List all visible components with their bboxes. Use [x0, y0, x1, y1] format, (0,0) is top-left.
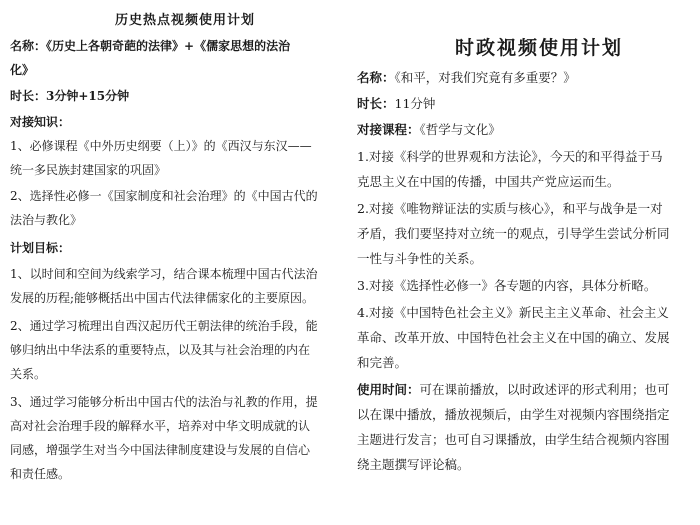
left-name-value-cont: 化》: [10, 63, 35, 77]
right-usage-cont3: 绕主题撰写评论稿。: [357, 457, 470, 472]
right-item-2-cont2: 一性与斗争性的关系。: [357, 251, 483, 266]
left-name-label: 名称：: [10, 39, 47, 53]
left-goal-3: 3、通过学习能够分析出中国古代的法治与礼教的作用，提: [10, 395, 318, 409]
left-name-value: 《历史上各朝奇葩的法律》+《儒家思想的法治: [46, 39, 291, 53]
left-knowledge-2-cont: 法治与教化》: [10, 213, 83, 227]
left-goal-3-cont2: 同感，增强学生对当今中国法律制度建设与发展的自信心: [10, 443, 311, 457]
right-item-1: 1.对接《科学的世界观和方法论》，今天的和平得益于马: [357, 149, 663, 164]
right-item-4-cont2: 和完善。: [357, 355, 408, 370]
right-usage-row: [357, 382, 670, 398]
left-duration-label: 时长：: [10, 89, 47, 103]
left-goal-1-cont: 发展的历程;能够概括出中国古代法律儒家化的主要原因。: [10, 291, 315, 305]
left-knowledge-heading: 对接知识：: [10, 115, 71, 129]
right-doc-title: 时政视频使用计划: [455, 37, 624, 59]
right-item-1-cont: 克思主义在中国的传播，中国共产党应运而生。: [357, 174, 620, 189]
right-usage-cont: 以在课中播放，播放视频后，由学生对视频内容围绕指定: [357, 407, 670, 422]
right-item-4-cont: 革命、改革开放、中国特色社会主义在中国的确立、发展: [357, 330, 670, 345]
left-goals-heading: 计划目标：: [10, 241, 71, 255]
right-course-row: [357, 122, 501, 138]
left-knowledge-2: 2、选择性必修一《国家制度和社会治理》的《中国古代的: [10, 189, 318, 203]
right-course-value: 《哲学与文化》: [419, 122, 501, 137]
left-name-row: [10, 38, 290, 54]
right-duration-row: [357, 96, 435, 112]
left-goal-3-cont: 高对社会治理手段的解释水平，培养对中华文明成就的认: [10, 419, 311, 433]
left-goal-3-cont3: 和责任感。: [10, 467, 71, 481]
left-doc-title: 历史热点视频使用计划: [115, 13, 256, 28]
right-usage-value: 可在课前播放，以时政述评的形式利用；也可: [419, 382, 670, 397]
left-duration-value: 3分钟+15分钟: [46, 89, 130, 103]
right-item-2-cont: 矛盾，我们要坚持对立统一的观点，引导学生尝试分析同: [357, 226, 670, 241]
left-goal-2: 2、通过学习梳理出自西汉起历代王朝法律的统治手段，能: [10, 319, 318, 333]
right-duration-label: 时长：: [357, 96, 395, 111]
right-name-value: 《和平，对我们究竟有多重要？》: [394, 70, 576, 85]
right-name-row: [357, 70, 576, 86]
left-goal-1: 1、以时间和空间为线索学习，结合课本梳理中国古代法治: [10, 267, 318, 281]
right-name-label: 名称：: [357, 70, 395, 85]
left-knowledge-1: 1、必修课程《中外历史纲要（上）》的《西汉与东汉——: [10, 139, 312, 153]
right-usage-label: 使用时间：: [357, 382, 420, 397]
right-duration-value: 11分钟: [394, 96, 436, 111]
right-item-2: 2.对接《唯物辩证法的实质与核心》，和平与战争是一对: [357, 201, 663, 216]
left-knowledge-1-cont: 统一多民族封建国家的巩固》: [10, 163, 167, 177]
right-item-3: 3.对接《选择性必修一》各专题的内容，具体分析略。: [357, 278, 657, 293]
left-duration-row: [10, 88, 129, 104]
right-item-4: 4.对接《中国特色社会主义》新民主主义革命、社会主义: [357, 305, 669, 320]
left-goal-2-cont: 够归纳出中华法系的重要特点，以及其与社会治理的内在: [10, 343, 311, 357]
right-usage-cont2: 主题进行发言；也可自习课播放，由学生结合视频内容围: [357, 432, 670, 447]
left-goal-2-cont2: 关系。: [10, 367, 47, 381]
right-course-label: 对接课程：: [357, 122, 420, 137]
